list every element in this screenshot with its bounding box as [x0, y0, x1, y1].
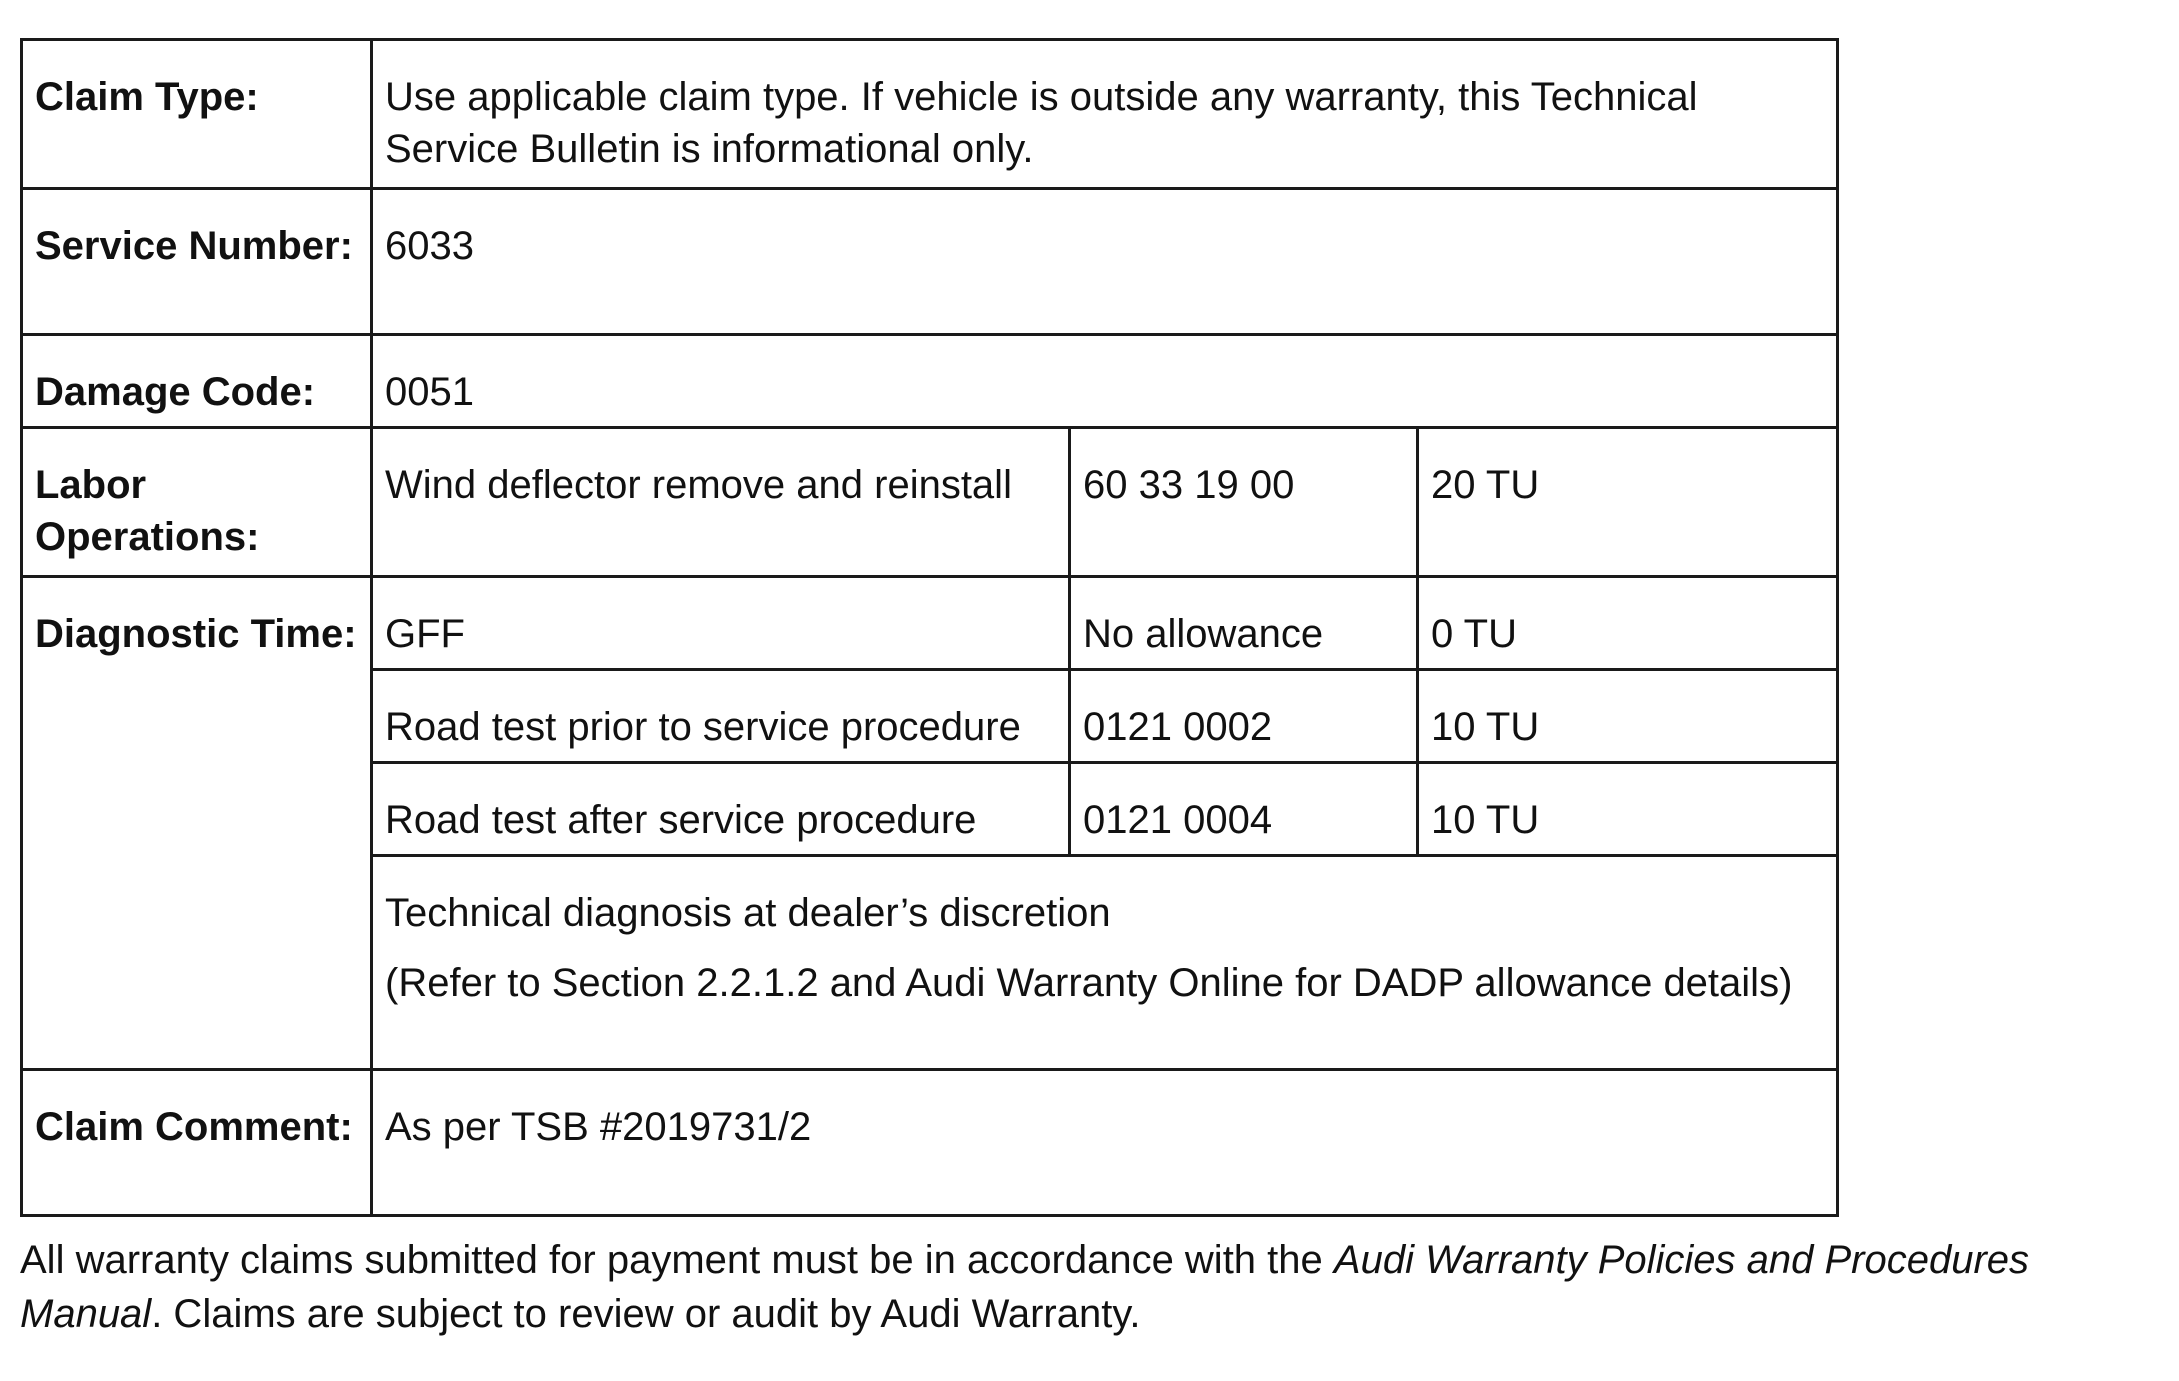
diagnostic-item-time: 10 TU: [1418, 763, 1838, 856]
labor-operations-label: Labor Operations:: [22, 428, 372, 577]
warranty-document: [20, 38, 2161, 1381]
table-row: [22, 577, 1838, 670]
footer-manual-title: Audi Warranty Policies and Procedures Manual: [20, 1238, 2030, 1336]
table-row: [22, 189, 1838, 335]
damage-code-value: 0051: [372, 335, 1838, 428]
diagnostic-item-code: No allowance: [1070, 577, 1418, 670]
diagnostic-note-line: Technical diagnosis at dealer’s discretion: [385, 891, 1111, 935]
diagnostic-item-code: 0121 0002: [1070, 670, 1418, 763]
claim-type-label: Claim Type:: [22, 40, 372, 189]
diagnostic-item-time: 10 TU: [1418, 670, 1838, 763]
damage-code-label: Damage Code:: [22, 335, 372, 428]
labor-operation-description: Wind deflector remove and reinstall: [372, 428, 1070, 577]
labor-operation-code: 60 33 19 00: [1070, 428, 1418, 577]
diagnostic-note-reference: (Refer to Section 2.2.1.2 and Audi Warranty Online for DADP allowance details): [385, 961, 1793, 1005]
footer-text-before: All warranty claims submitted for payment must be in accordance with the: [20, 1238, 1334, 1282]
diagnostic-time-label: Diagnostic Time:: [22, 577, 372, 1070]
table-row: [22, 335, 1838, 428]
diagnostic-item-description: Road test prior to service procedure: [372, 670, 1070, 763]
warranty-claim-table: [20, 38, 1839, 1217]
claim-comment-label: Claim Comment:: [22, 1070, 372, 1216]
footer-text-after: . Claims are subject to review or audit by Audi Warranty.: [151, 1292, 1141, 1336]
claim-comment-value: As per TSB #2019731/2: [372, 1070, 1838, 1216]
table-row: [22, 1070, 1838, 1216]
table-row: [22, 40, 1838, 189]
diagnostic-item-description: Road test after service procedure: [372, 763, 1070, 856]
service-number-label: Service Number:: [22, 189, 372, 335]
labor-operation-time: 20 TU: [1418, 428, 1838, 577]
warranty-footer-note: [20, 1233, 2161, 1341]
service-number-value: 6033: [372, 189, 1838, 335]
diagnostic-note: [372, 856, 1838, 1070]
claim-type-value: Use applicable claim type. If vehicle is outside any warranty, this Technical Service Bulletin is informational only.: [372, 40, 1838, 189]
diagnostic-item-code: 0121 0004: [1070, 763, 1418, 856]
diagnostic-item-time: 0 TU: [1418, 577, 1838, 670]
diagnostic-item-description: GFF: [372, 577, 1070, 670]
table-row: [22, 428, 1838, 577]
